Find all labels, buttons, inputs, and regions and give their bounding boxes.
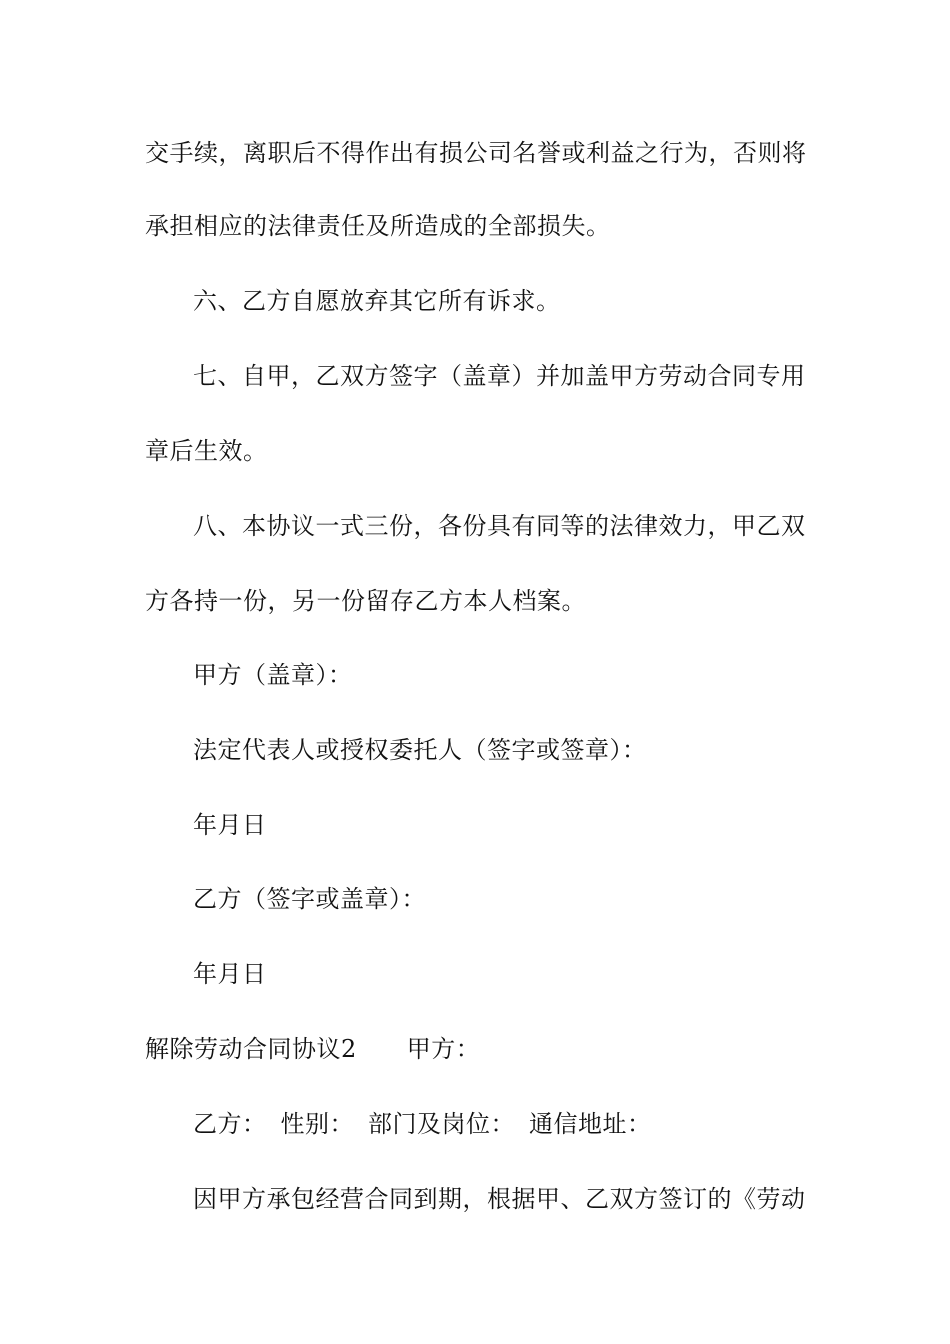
- party-b-fields-line: [193, 1108, 863, 1140]
- party-b-label: 乙方：: [193, 1110, 267, 1138]
- paragraph-line: 因甲方承包经营合同到期，根据甲、乙双方签订的《劳动: [193, 1185, 806, 1213]
- agreement-2-party-a: 甲方：: [406, 1035, 481, 1063]
- clause-eight: 八、本协议一式三份，各份具有同等的法律效力，甲乙双: [193, 512, 806, 540]
- party-b-signature-line: 乙方（签字或盖章）：: [193, 885, 426, 913]
- clause-six: 六、乙方自愿放弃其它所有诉求。: [193, 287, 561, 315]
- paragraph-line: 方各持一份，另一份留存乙方本人档案。: [145, 587, 586, 615]
- date-line: 年月日: [193, 960, 267, 988]
- agreement-2-title: 解除劳动合同协议2: [145, 1035, 357, 1063]
- date-line: 年月日: [193, 811, 267, 839]
- legal-representative-line: 法定代表人或授权委托人（签字或签章）：: [193, 736, 647, 764]
- agreement-2-heading: [145, 1033, 815, 1065]
- paragraph-line: 交手续，离职后不得作出有损公司名誉或利益之行为，否则将: [145, 139, 807, 167]
- address-label: 通信地址：: [529, 1110, 652, 1138]
- dept-position-label: 部门及岗位：: [368, 1110, 515, 1138]
- gender-label: 性别：: [280, 1110, 354, 1138]
- paragraph-line: 承担相应的法律责任及所造成的全部损失。: [145, 212, 611, 240]
- paragraph-line: 章后生效。: [145, 437, 268, 465]
- party-a-seal-line: 甲方（盖章）：: [193, 661, 353, 689]
- clause-seven: 七、自甲，乙双方签字（盖章）并加盖甲方劳动合同专用: [193, 362, 806, 390]
